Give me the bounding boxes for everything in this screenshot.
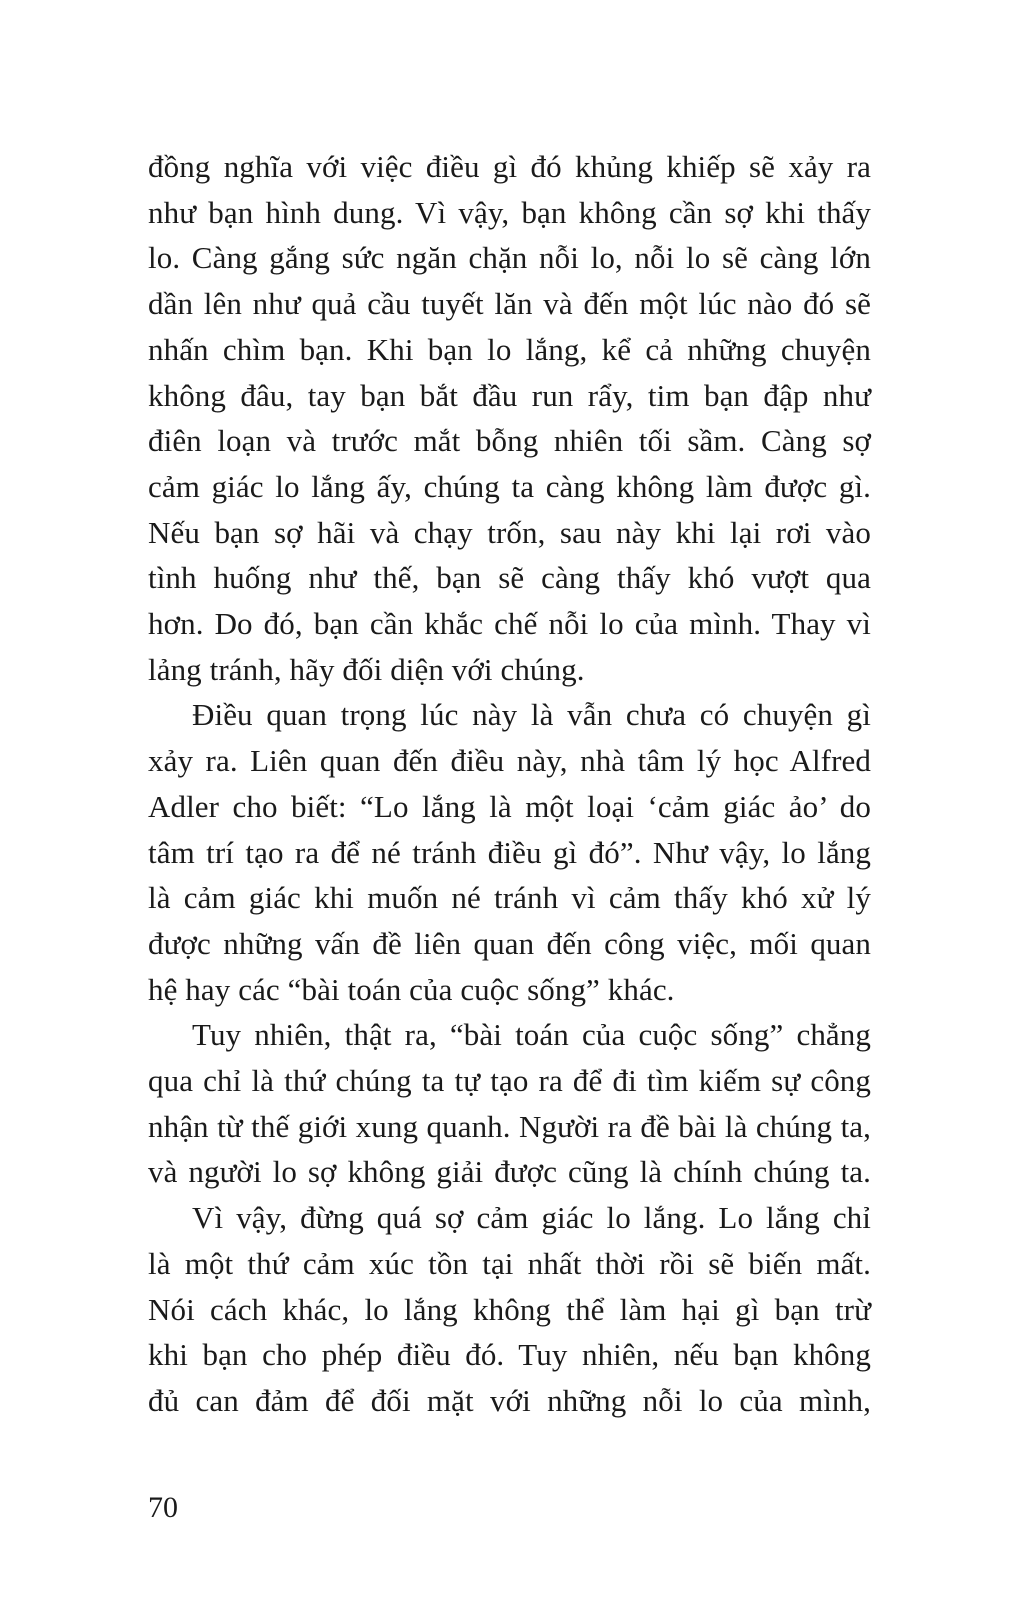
text-line: xảy ra. Liên quan đến điều này, nhà tâm lý học Alfred <box>148 743 871 779</box>
text-line: Vì vậy, đừng quá sợ cảm giác lo lắng. Lo lắng chỉ <box>192 1200 871 1236</box>
text-line: khi bạn cho phép điều đó. Tuy nhiên, nếu bạn không <box>148 1337 871 1373</box>
paragraph <box>148 692 871 1012</box>
text-line: hệ hay các “bài toán của cuộc sống” khác. <box>148 971 675 1007</box>
text-line: Nói cách khác, lo lắng không thể làm hại gì bạn trừ <box>148 1291 871 1327</box>
text-line: Adler cho biết: “Lo lắng là một loại ‘cảm giác ảo’ do <box>148 788 871 824</box>
text-line: điên loạn và trước mắt bỗng nhiên tối sầm. Càng sợ <box>148 423 871 459</box>
text-line: đủ can đảm để đối mặt với những nỗi lo của mình, <box>148 1382 871 1418</box>
text-line: Điều quan trọng lúc này là vẫn chưa có chuyện gì <box>192 697 871 733</box>
text-line: được những vấn đề liên quan đến công việc, mối quan <box>148 925 871 961</box>
text-line: không đâu, tay bạn bắt đầu run rẩy, tim bạn đập như <box>148 377 871 413</box>
text-line: tâm trí tạo ra để né tránh điều gì đó”. Như vậy, lo lắng <box>148 834 871 870</box>
page-number: 70 <box>148 1491 178 1524</box>
text-line: là một thứ cảm xúc tồn tại nhất thời rồi sẽ biến mất. <box>148 1245 871 1281</box>
text-line: tình huống như thế, bạn sẽ càng thấy khó vượt qua <box>148 560 871 596</box>
text-line: Nếu bạn sợ hãi và chạy trốn, sau này khi lại rơi vào <box>148 514 871 550</box>
text-line: dần lên như quả cầu tuyết lăn và đến một lúc nào đó sẽ <box>148 286 871 322</box>
paragraph <box>148 1012 871 1195</box>
text-line: Tuy nhiên, thật ra, “bài toán của cuộc sống” chẳng <box>192 1017 871 1053</box>
text-line: và người lo sợ không giải được cũng là chính chúng ta. <box>148 1154 871 1190</box>
text-line: đồng nghĩa với việc điều gì đó khủng khiếp sẽ xảy ra <box>148 149 871 184</box>
text-line: cảm giác lo lắng ấy, chúng ta càng không làm được gì. <box>148 468 871 504</box>
text-line: nhận từ thế giới xung quanh. Người ra đề bài là chúng ta, <box>148 1108 871 1144</box>
text-line: như bạn hình dung. Vì vậy, bạn không cần sợ khi thấy <box>148 194 871 230</box>
text-line: là cảm giác khi muốn né tránh vì cảm thấy khó xử lý <box>148 880 871 916</box>
text-line: qua chỉ là thứ chúng ta tự tạo ra để đi tìm kiếm sự công <box>148 1063 871 1099</box>
text-line: lảng tránh, hãy đối diện với chúng. <box>148 651 585 687</box>
text-line: lo. Càng gắng sức ngăn chặn nỗi lo, nỗi lo sẽ càng lớn <box>148 240 871 276</box>
text-line: hơn. Do đó, bạn cần khắc chế nỗi lo của mình. Thay vì <box>148 606 871 642</box>
text-line: nhấn chìm bạn. Khi bạn lo lắng, kể cả những chuyện <box>148 331 871 367</box>
paragraph <box>148 1195 871 1424</box>
paragraph <box>148 144 871 692</box>
body-text <box>148 144 871 1424</box>
